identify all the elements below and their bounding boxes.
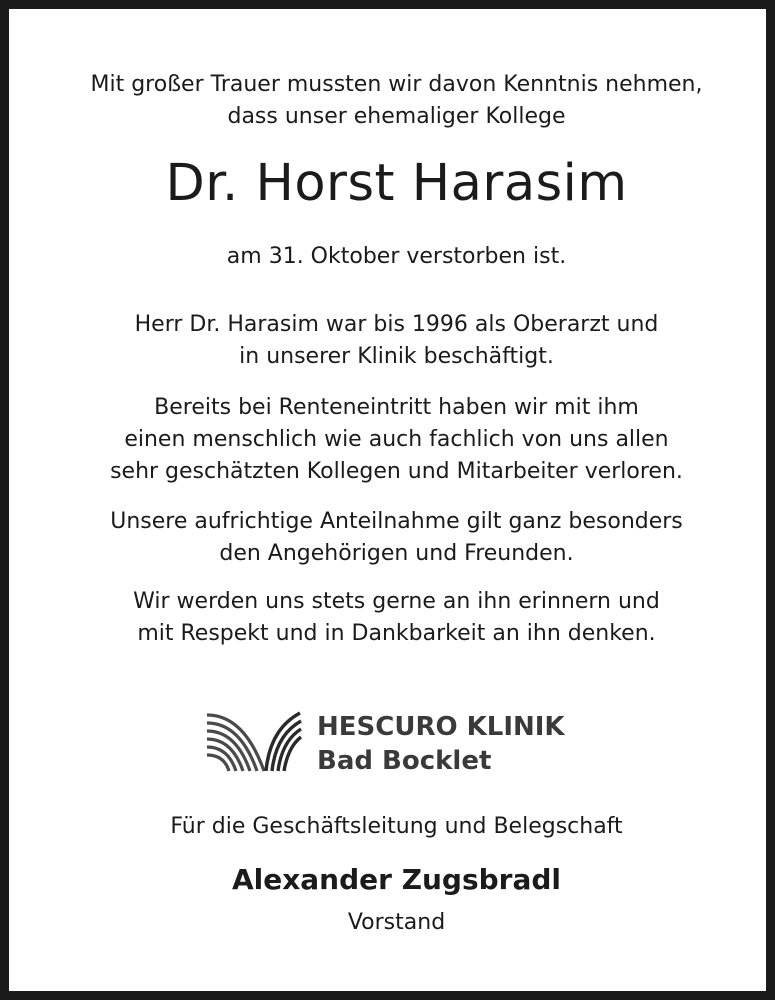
paragraph-retirement [9, 392, 775, 488]
logo-clinic-name: HESCURO KLINIK [317, 712, 565, 742]
paragraph-line: Wir werden uns stets gerne an ihn erinnern und [133, 589, 660, 614]
paragraph-condolences [9, 506, 775, 570]
signer-role: Vorstand [347, 910, 446, 935]
intro-text [9, 69, 775, 133]
paragraph-line: in unserer Klinik beschäftigt. [239, 344, 554, 369]
paragraph-line: Herr Dr. Harasim war bis 1996 als Oberarzt und [134, 312, 659, 337]
signer-name: Alexander Zugsbradl [231, 863, 562, 896]
deceased-name: Dr. Horst Harasim [165, 154, 628, 213]
death-date-line: am 31. Oktober verstorben ist. [226, 244, 567, 269]
paragraph-remembrance [9, 586, 775, 650]
paragraph-line: Unsere aufrichtige Anteilnahme gilt ganz besonders [110, 509, 683, 534]
clinic-logo [204, 709, 604, 779]
paragraph-line: Bereits bei Renteneintritt haben wir mit ihm [154, 395, 639, 420]
arc-stripes-logo-icon [204, 709, 304, 779]
paragraph-line: einen menschlich wie auch fachlich von uns allen [124, 427, 669, 452]
paragraph-line: sehr geschätzten Kollegen und Mitarbeiter verloren. [110, 459, 683, 484]
paragraph-career [9, 309, 775, 373]
logo-clinic-location: Bad Bocklet [317, 746, 492, 776]
on-behalf-line: Für die Geschäftsleitung und Belegschaft [170, 814, 623, 839]
paragraph-line: mit Respekt und in Dankbarkeit an ihn denken. [137, 621, 656, 646]
paragraph-line: den Angehörigen und Freunden. [219, 541, 574, 566]
intro-line-2: dass unser ehemaliger Kollege [227, 104, 566, 129]
intro-line-1: Mit großer Trauer mussten wir davon Kenntnis nehmen, [90, 72, 703, 97]
